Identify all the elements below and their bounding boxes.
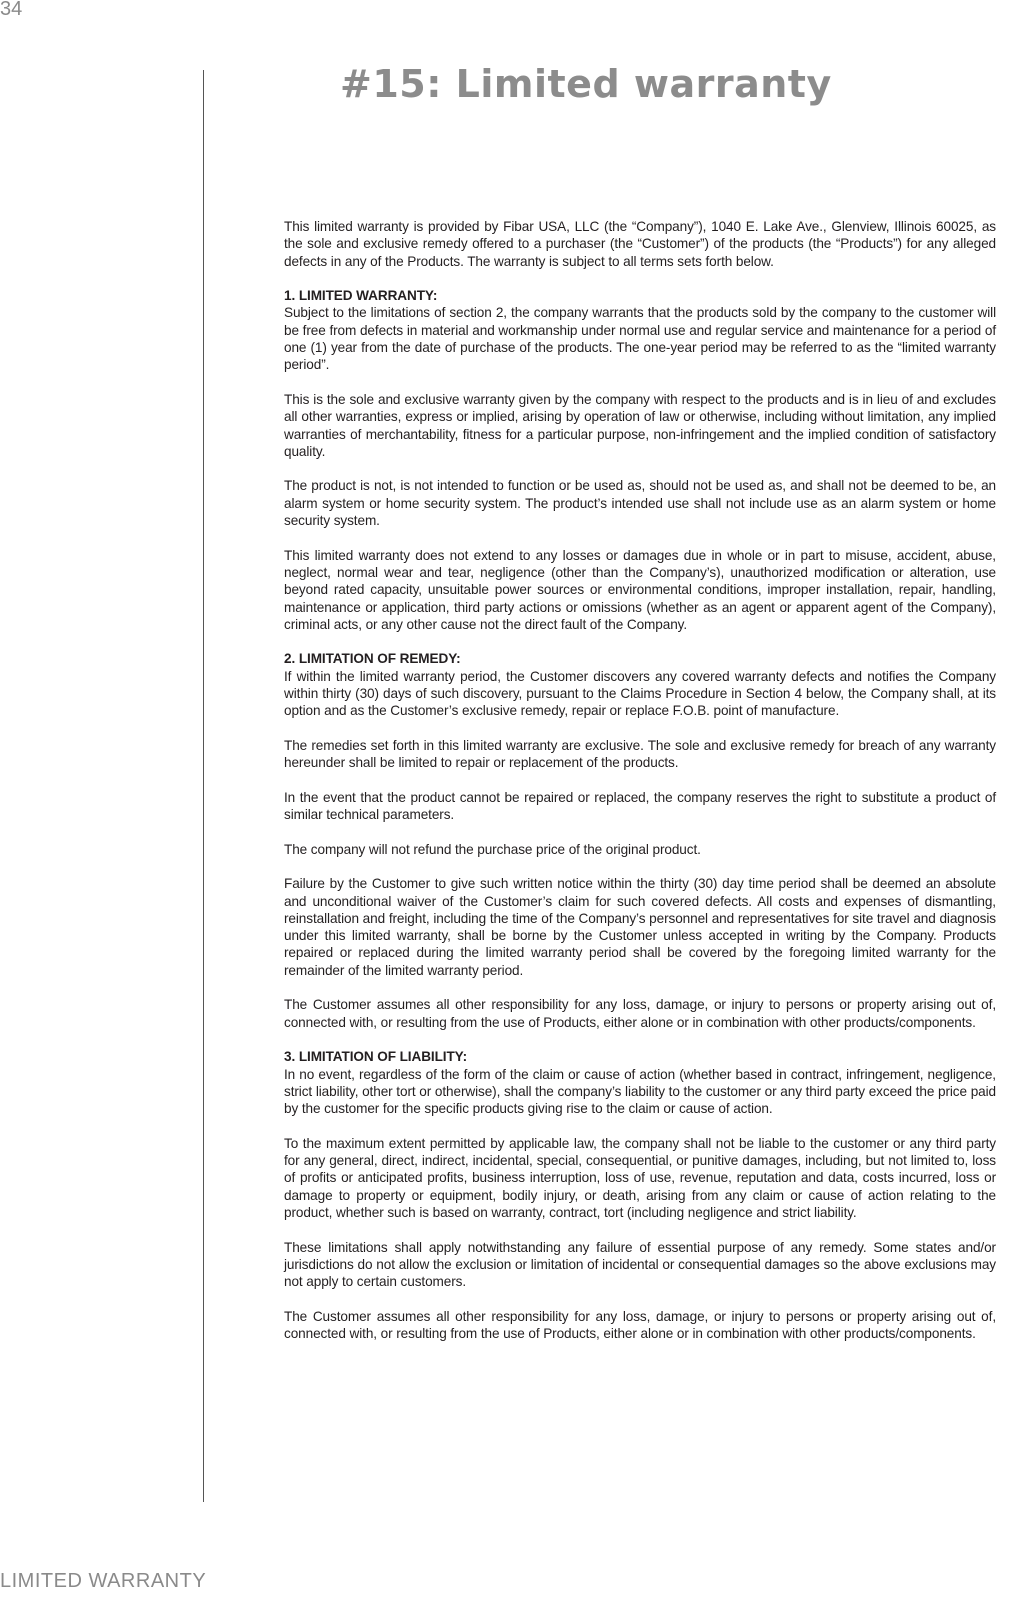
page-title: #15: Limited warranty [340, 62, 832, 106]
section-paragraph: This limited warranty does not extend to any losses or damages due in whole or in part to misuse, accident, abuse, neglect, normal wear and tear, negligence (other than the Company’s), unauthorized modification or alteration, use beyond rated capacity, unsuitable power sources or environmental conditions, improper installation, repair, handling, maintenance or application, third party actions or omissions (whether as an agent or apparent agent of the Company), criminal acts, or any other cause not the direct fault of the Company. [284, 547, 996, 632]
page-number: 34 [0, 0, 23, 20]
vertical-divider [203, 70, 204, 1502]
warranty-content [284, 218, 996, 1360]
section-paragraph: These limitations shall apply notwithstanding any failure of essential purpose of any remedy. Some states and/or jurisdictions do not allow the exclusion or limitation of incidental or consequential damages so the above exclusions may not apply to certain customers. [284, 1239, 996, 1290]
section-paragraph: In the event that the product cannot be repaired or replaced, the company reserves the right to substitute a product of similar technical parameters. [284, 789, 996, 823]
section-paragraph: The Customer assumes all other responsibility for any loss, damage, or injury to persons or property arising out of, connected with, or resulting from the use of Products, either alone or in combination with other products/components. [284, 1308, 996, 1341]
section-paragraph: The company will not refund the purchase price of the original product. [284, 841, 701, 857]
section-paragraph: This is the sole and exclusive warranty given by the company with respect to the products and is in lieu of and excludes all other warranties, express or implied, arising by operation of law or otherwise, including without limitation, any implied warranties of merchantability, fitness for a particular purpose, non-infringement and the implied condition of satisfactory quality. [284, 391, 996, 459]
section-paragraph: To the maximum extent permitted by applicable law, the company shall not be liable to the customer or any third party for any general, direct, indirect, incidental, special, consequential, or punitive damages, including, but not limited to, loss of profits or anticipated profits, business interruption, loss of use, revenue, reputation and data, costs incurred, loss or damage to property or equipment, bodily injury, or death, arising from any claim or cause of action relating to the product, whether such is based on warranty, contract, tort (including negligence and strict liability. [284, 1135, 996, 1220]
section-paragraph: In no event, regardless of the form of the claim or cause of action (whether based in contract, infringement, negligence, strict liability, other tort or otherwise), shall the company’s liability to the customer or any third party exceed the price paid by the customer for the specific products giving rise to the claim or cause of action. [284, 1066, 996, 1117]
section-paragraph: Failure by the Customer to give such written notice within the thirty (30) day time period shall be deemed an absolute and unconditional waiver of the Customer’s claim for such covered defects. All costs and expenses of dismantling, reinstallation and freight, including the time of the Company’s personnel and representatives for site travel and diagnosis under this limited warranty, shall be borne by the Customer unless accepted in writing by the Company. Products repaired or replaced during the limited warranty period shall be covered by the foregoing limited warranty for the remainder of the limited warranty period. [284, 876, 996, 978]
section-paragraph: Subject to the limitations of section 2, the company warrants that the products sold by the company to the customer will be free from defects in material and workmanship under normal use and regular service and maintenance for a period of one (1) year from the date of purchase of the products. The one-year period may be referred to as the “limited warranty period”. [284, 305, 996, 373]
intro-paragraph: This limited warranty is provided by Fibar USA, LLC (the “Company”), 1040 E. Lake Ave., Glenview, Illinois 60025, as the sole and exclusive remedy offered to a purchaser (the “Customer”) of the products (the “Products”) for any alleged defects in any of the Products. The warranty is subject to all terms sets forth below. [284, 219, 996, 269]
section-heading-limited-warranty: 1. LIMITED WARRANTY: [284, 288, 438, 304]
section-heading-limitation-of-liability: 3. LIMITATION OF LIABILITY: [284, 1049, 468, 1065]
section-paragraph: If within the limited warranty period, the Customer discovers any covered warranty defects and notifies the Company within thirty (30) days of such discovery, pursuant to the Claims Procedure in Section 4 below, the Company shall, at its option and as the Customer’s exclusive remedy, repair or replace F.O.B. point of manufacture. [284, 668, 996, 719]
section-paragraph: The product is not, is not intended to function or be used as, should not be used as, and shall not be deemed to be, an alarm system or home security system. The product’s intended use shall not include use as an alarm system or home security system. [284, 478, 996, 529]
section-paragraph: The Customer assumes all other responsibility for any loss, damage, or injury to persons or property arising out of, connected with, or resulting from the use of Products, either alone or in combination with other products/components. [284, 997, 996, 1030]
footer-section-label: LIMITED WARRANTY [0, 1570, 207, 1592]
section-heading-limitation-of-remedy: 2. LIMITATION OF REMEDY: [284, 651, 461, 667]
section-paragraph: The remedies set forth in this limited warranty are exclusive. The sole and exclusive remedy for breach of any warranty hereunder shall be limited to repair or replacement of the products. [284, 737, 996, 771]
